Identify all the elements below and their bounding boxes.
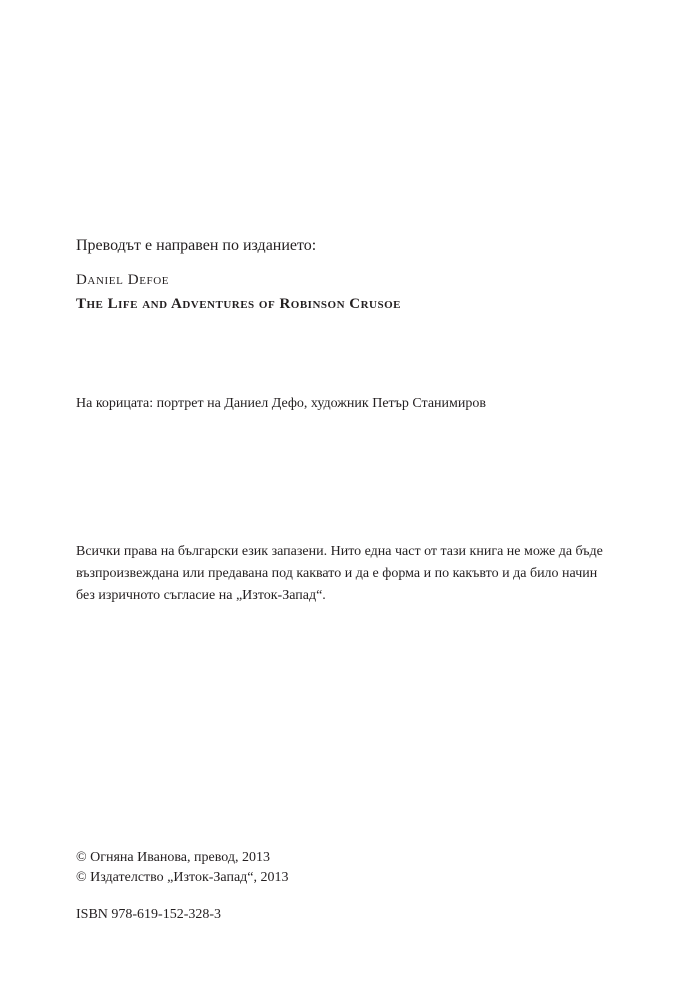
cover-note-text: На корицата: портрет на Даниел Дефо, художник Петър Станимиров bbox=[76, 396, 487, 411]
original-author bbox=[76, 270, 636, 290]
publisher-copyright: © Издателство „Изток-Запад“, 2013 bbox=[76, 870, 289, 885]
rights-notice-line: без изричното съгласие на „Изток-Запад“. bbox=[76, 588, 326, 603]
rights-notice bbox=[76, 541, 636, 607]
translation-source-intro bbox=[76, 236, 636, 256]
translation-copyright: © Огняна Иванова, превод, 2013 bbox=[76, 850, 270, 865]
original-title bbox=[76, 294, 636, 314]
isbn-number: ISBN 978-619-152-328-3 bbox=[76, 907, 222, 922]
isbn bbox=[76, 905, 636, 925]
rights-notice-line: Всички права на български език запазени. Нито една част от тази книга не може да бъде bbox=[76, 544, 603, 559]
original-title-text: The Life and Adventures of Robinson Crusoe bbox=[76, 296, 401, 312]
cover-note bbox=[76, 394, 636, 414]
rights-notice-line: възпроизвеждана или предавана под каквато и да е форма и по какъвто и да било начин bbox=[76, 566, 598, 581]
translation-source-label: Преводът е направен по изданието: bbox=[76, 237, 317, 254]
original-author-name: Daniel Defoe bbox=[76, 272, 170, 288]
copyright-notices bbox=[76, 848, 636, 888]
